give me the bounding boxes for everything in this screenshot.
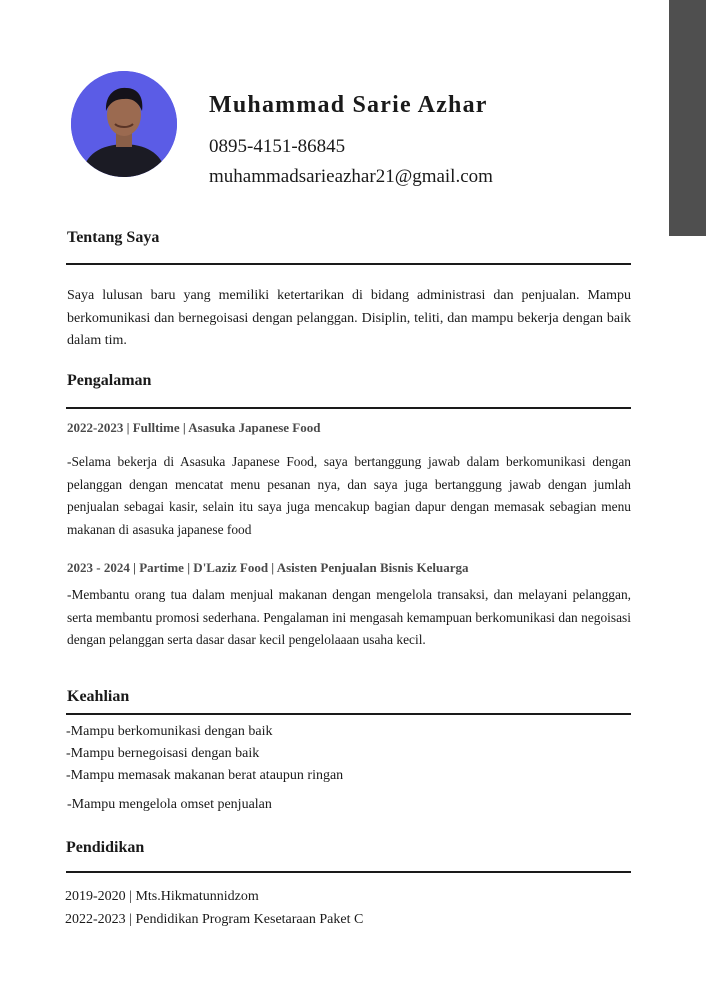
skill-item: -Mampu memasak makanan berat ataupun ringan — [66, 768, 344, 783]
about-heading: Tentang Saya — [67, 229, 160, 246]
education-divider — [66, 871, 631, 873]
job-title: 2022-2023 | Fulltime | Asasuka Japanese Food — [67, 420, 321, 435]
profile-phone: 0895-4151-86845 — [209, 136, 346, 157]
education-heading: Pendidikan — [66, 839, 145, 856]
skill-item: -Mampu mengelola omset penjualan — [67, 797, 272, 812]
experience-heading: Pengalaman — [67, 372, 152, 389]
skills-heading: Keahlian — [67, 688, 130, 705]
skill-item: -Mampu berkomunikasi dengan baik — [66, 724, 273, 739]
about-text: Saya lulusan baru yang memiliki ketertarikan di bidang administrasi dan penjualan. Mampu berkomunikasi dan bernegoisasi dengan pelanggan. Disiplin, teliti, dan mampu bekerja dengan baik dalam tim. — [67, 288, 631, 348]
avatar — [71, 71, 177, 177]
experience-divider — [66, 407, 631, 409]
job-description: -Selama bekerja di Asasuka Japanese Food, saya bertanggung jawab dalam berkomunikasi dengan pelanggan dengan mencatat menu pesanan nya, dan saya juga bertanggung jawab dengan jumlah penjualan sebagai kasir, selain itu saya juga mencakup bagian dapur dengan memasak sebagian menu makanan di asasuka japanese food — [67, 454, 631, 537]
about-divider — [66, 263, 631, 265]
job-title: 2023 - 2024 | Partime | D'Laziz Food | Asisten Penjualan Bisnis Keluarga — [67, 560, 469, 575]
skill-item: -Mampu bernegoisasi dengan baik — [66, 746, 260, 761]
skills-divider — [66, 713, 631, 715]
profile-photo — [71, 71, 177, 177]
education-item: 2022-2023 | Pendidikan Program Kesetaraan Paket C — [65, 912, 364, 927]
profile-name: Muhammad Sarie Azhar — [209, 92, 488, 118]
profile-email: muhammadsarieazhar21@gmail.com — [209, 166, 493, 187]
education-item: 2019-2020 | Mts.Hikmatunnidzom — [65, 889, 259, 904]
job-description: -Membantu orang tua dalam menjual makanan dengan mengelola transaksi, dan melayani pelanggan, serta membantu promosi sederhana. Pengalaman ini mengasah kemampuan berkomunikasi dan negoisasi dengan pelanggan serta dasar dasar kecil pengelolaaan usaha kecil. — [67, 587, 631, 647]
scrollbar-thumb[interactable] — [669, 0, 706, 236]
